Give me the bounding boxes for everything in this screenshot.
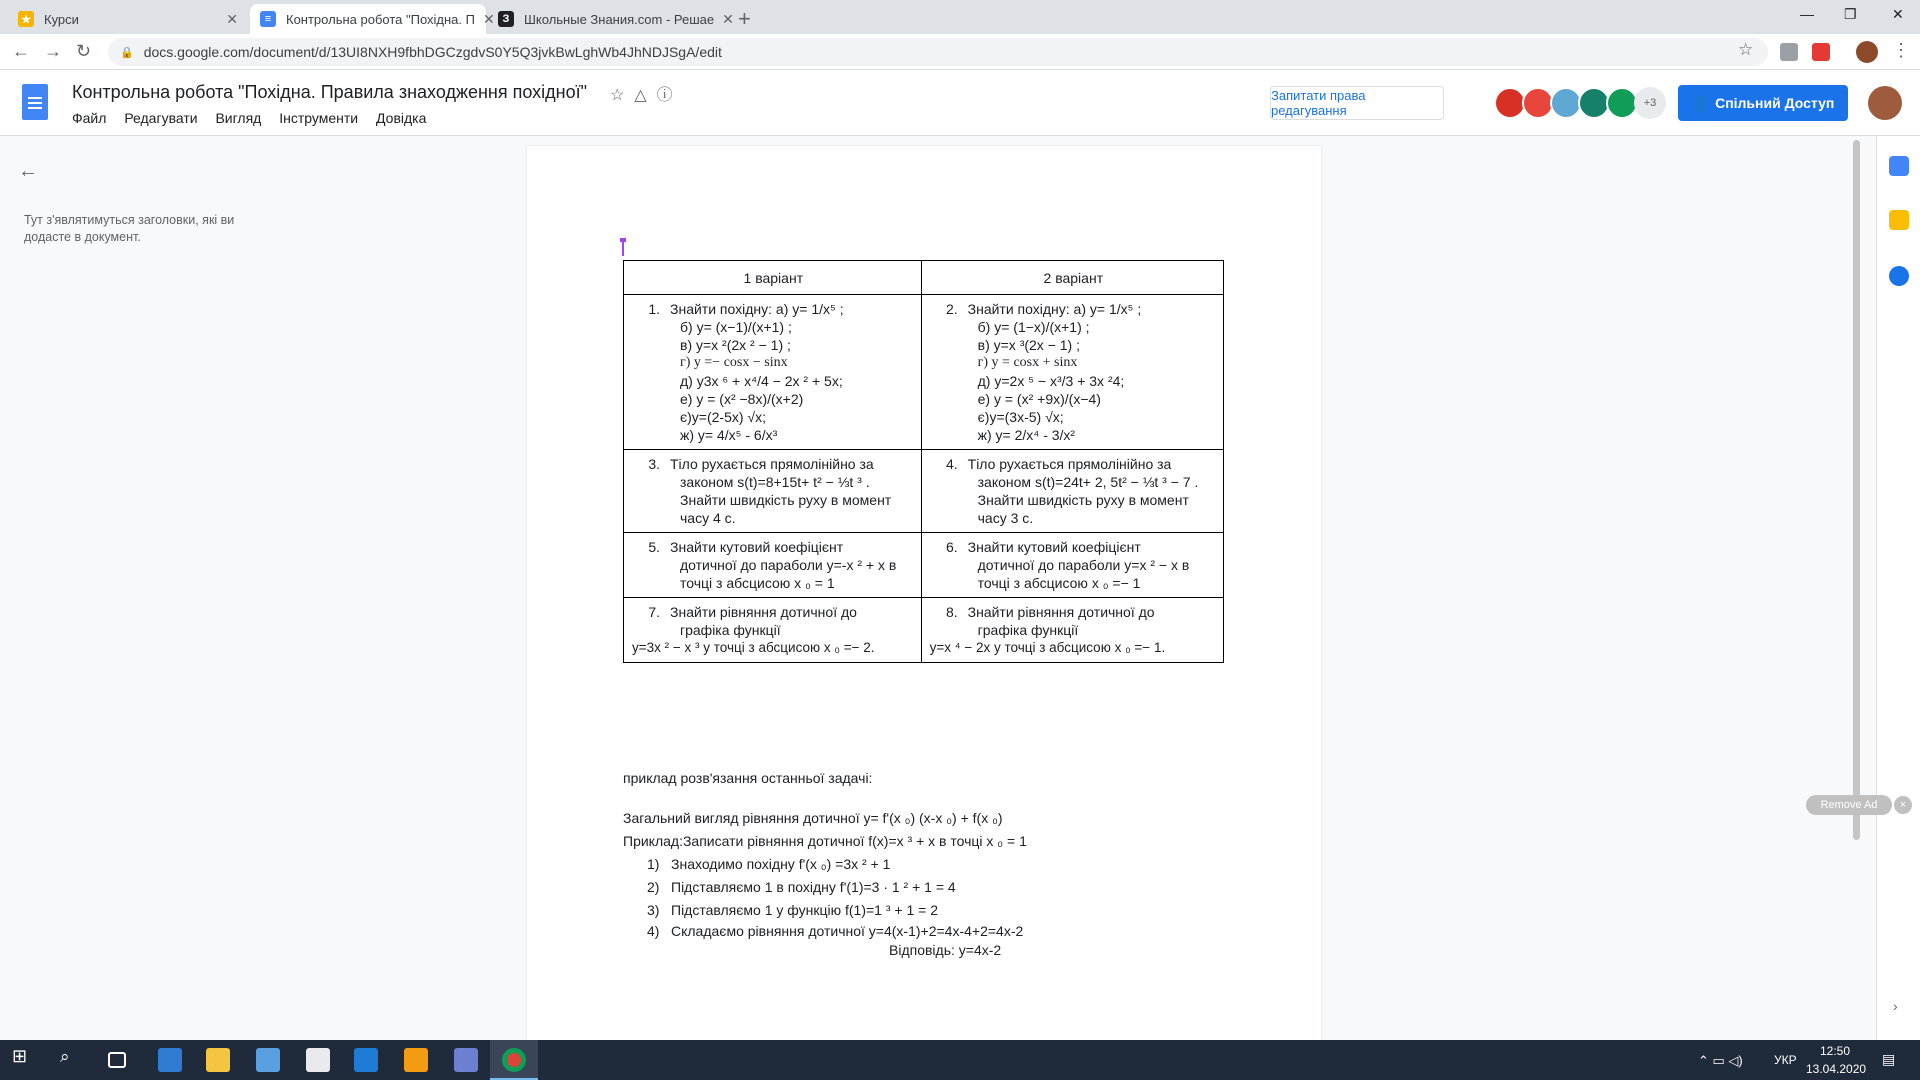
close-ad-icon[interactable]: × xyxy=(1894,796,1912,814)
profile-avatar[interactable] xyxy=(1856,41,1878,63)
task-cell-7: 7. Знайти рівняння дотичної до графіка функції y=3x ² − x ³ у точці з абсцисою x ₀ =− 2. xyxy=(624,598,922,663)
tasks-icon[interactable] xyxy=(1889,266,1909,286)
chrome-icon xyxy=(502,1048,526,1072)
task-cell-3: 3. Тіло рухається прямолінійно за законом s(t)=8+15t+ t² − ⅓t ³ . Знайти швидкість руху в момент часу 4 с. xyxy=(624,450,922,533)
znania-icon: З xyxy=(498,11,514,27)
task-cell-8: 8. Знайти рівняння дотичної до графіка функції y=x ⁴ − 2x у точці з абсцисою x ₀ =− 1. xyxy=(921,598,1223,663)
table-header-row xyxy=(624,261,1224,295)
task-cell-4: 4. Тіло рухається прямолінійно за законом s(t)=24t+ 2, 5t² − ⅓t ³ − 7 . Знайти швидкість руху в момент часу 3 с. xyxy=(921,450,1223,533)
close-icon[interactable]: ✕ xyxy=(226,10,238,27)
document-page[interactable] xyxy=(527,146,1321,1040)
collaborator-cursor xyxy=(622,240,624,256)
extension-icon[interactable] xyxy=(1812,43,1830,61)
menu-help[interactable]: Довідка xyxy=(376,110,427,126)
discord-icon[interactable] xyxy=(454,1048,478,1072)
outline-placeholder: Тут з'являтимуться заголовки, які ви додасте в документ. xyxy=(24,213,235,244)
person-icon: 👤 xyxy=(1691,94,1710,111)
scrollbar-thumb[interactable] xyxy=(1853,140,1860,840)
task-cell-5: 5. Знайти кутовий коефіцієнт дотичної до параболи y=-x ² + x в точці з абсцисою x ₀ = 1 xyxy=(624,533,922,598)
close-window-icon[interactable]: ✕ xyxy=(1892,6,1904,22)
task-view-icon[interactable] xyxy=(108,1052,126,1068)
new-tab-button[interactable]: + xyxy=(738,6,751,31)
list-item: 2) Підставляємо 1 в похідну f'(1)=3 · 1 ² + 1 = 4 xyxy=(647,879,956,895)
list-item: 4) Складаємо рівняння дотичної y=4(x-1)+2=4x-4+2=4x-2 xyxy=(647,923,1024,939)
tab-document[interactable]: ≡ Контрольна робота "Похідна. П ✕ xyxy=(250,4,486,34)
close-icon[interactable]: ✕ xyxy=(722,10,734,27)
docs-logo-icon[interactable] xyxy=(22,84,48,120)
file-explorer-icon[interactable] xyxy=(206,1048,230,1072)
example-intro: приклад розв'язання останньої задачі: xyxy=(623,770,873,786)
list-item: 3) Підставляємо 1 у функцію f(1)=1 ³ + 1 = 2 xyxy=(647,902,938,918)
table-row xyxy=(624,450,1224,533)
share-button[interactable]: 👤 Спільний Доступ xyxy=(1678,85,1848,121)
clock-date[interactable]: 13.04.2020 xyxy=(1806,1062,1867,1076)
header-variant-1: 1 варіант xyxy=(624,261,922,295)
restore-icon[interactable]: ❐ xyxy=(1844,6,1857,22)
windows-taskbar xyxy=(0,1040,1920,1080)
expand-panel-icon[interactable]: › xyxy=(1893,998,1898,1014)
kebab-menu-icon[interactable]: ⋮ xyxy=(1892,40,1910,60)
general-tangent-formula: Загальний вигляд рівняння дотичної y= f'(x ₀) (x-x ₀) + f(x ₀) xyxy=(623,810,1003,826)
tasks-table xyxy=(623,260,1224,663)
back-arrow-icon[interactable]: ← xyxy=(18,160,38,182)
example-task: Приклад:Записати рівняння дотичної f(x)=x ³ + x в точці x ₀ = 1 xyxy=(623,833,1027,849)
side-panel xyxy=(1876,136,1920,1040)
task-cell-2: 2. Знайти похідну: а) y= 1/x⁵ ; б) y= (1−x)/(x+1) ; в) y=x ³(2x − 1) ; г) y = cosx + sinx д) y=2x ⁵ − x³/3 + 3x ²4; е) y = (x² +9x)/(x−4) є)y=(3x-5) √x; ж) y= 2/x⁴ - 3/x² xyxy=(921,295,1223,450)
url-text: docs.google.com/document/d/13UI8NXH9fbhDGCzgdvS0Y5Q3jvkBwLghWb4JhNDJSgA/edit xyxy=(143,44,722,60)
star-icon[interactable]: ☆ xyxy=(610,87,635,104)
mail-icon[interactable] xyxy=(354,1048,378,1072)
calendar-icon[interactable] xyxy=(1889,156,1909,176)
request-edit-button[interactable]: Запитати права редагування xyxy=(1270,86,1444,120)
answer-text: Відповідь: y=4x-2 xyxy=(889,942,1002,958)
header-variant-2: 2 варіант xyxy=(921,261,1223,295)
menu-edit[interactable]: Редагувати xyxy=(124,110,198,126)
list-item: 1) Знаходимо похідну f'(x ₀) =3x ² + 1 xyxy=(647,856,891,872)
task-cell-6: 6. Знайти кутовий коефіцієнт дотичної до параболи y=x ² − x в точці з абсцисою x ₀ =− 1 xyxy=(921,533,1223,598)
tab-znania[interactable]: З Школьные Знания.com - Решае ✕ xyxy=(488,4,724,34)
docs-header xyxy=(0,70,1920,136)
extension-icon[interactable] xyxy=(1780,43,1798,61)
document-scrollbar[interactable] xyxy=(1852,136,1862,846)
reload-icon[interactable]: ↻ xyxy=(76,41,92,61)
clock-time[interactable]: 12:50 xyxy=(1820,1044,1851,1058)
menu-file[interactable]: Файл xyxy=(72,110,107,126)
document-outline xyxy=(0,136,260,1040)
menu-view[interactable]: Вигляд xyxy=(215,110,262,126)
user-avatar[interactable] xyxy=(1868,86,1902,120)
app-icon[interactable] xyxy=(158,1048,182,1072)
table-row xyxy=(624,598,1224,663)
chrome-taskbar-button[interactable] xyxy=(490,1040,538,1080)
vlc-icon[interactable] xyxy=(404,1048,428,1072)
back-icon[interactable]: ← xyxy=(12,41,30,61)
document-app-icon[interactable] xyxy=(306,1048,330,1072)
tray-icons[interactable]: ⌃ ▭ ◁) xyxy=(1698,1053,1743,1068)
language-indicator[interactable]: УКР xyxy=(1774,1053,1797,1067)
search-icon[interactable]: ⌕ xyxy=(60,1047,70,1066)
menu-tools[interactable]: Інструменти xyxy=(279,110,359,126)
classroom-icon: ★ xyxy=(18,11,34,27)
browser-toolbar xyxy=(0,34,1920,70)
keep-icon[interactable] xyxy=(1889,210,1909,230)
menu-bar xyxy=(72,110,440,126)
address-bar[interactable] xyxy=(108,38,1768,66)
forward-icon[interactable]: → xyxy=(44,41,62,61)
browser-tab-strip xyxy=(0,0,1920,34)
notifications-icon[interactable]: ▤ xyxy=(1882,1051,1896,1067)
windows-start-icon[interactable]: ⊞ xyxy=(12,1046,28,1066)
remove-ad-button[interactable]: Remove Ad xyxy=(1806,795,1892,815)
tab-courses[interactable]: ★ Курси ✕ xyxy=(8,4,248,34)
info-icon[interactable]: ⓘ xyxy=(656,87,683,104)
store-icon[interactable] xyxy=(256,1048,280,1072)
drive-icon[interactable]: △ xyxy=(634,87,657,104)
bookmark-star-icon[interactable]: ☆ xyxy=(1738,40,1754,59)
close-icon[interactable]: ✕ xyxy=(482,10,495,27)
task-cell-1: 1. Знайти похідну: а) y= 1/x⁵ ; б) y= (x−1)/(x+1) ; в) y=x ²(2x ² − 1) ; г) y =− cosx − sinx д) y3x ⁶ + x⁴/4 − 2x ² + 5x; е) y = (x² −8x)/(x+2) є)y=(2-5x) √x; ж) y= 4/x⁵ - 6/x³ xyxy=(624,295,922,450)
table-row xyxy=(624,295,1224,450)
more-collaborators-badge[interactable]: +3 xyxy=(1634,87,1666,119)
minimize-icon[interactable]: — xyxy=(1800,6,1814,22)
lock-icon: 🔒 xyxy=(120,46,134,59)
table-row xyxy=(624,533,1224,598)
document-title[interactable]: Контрольна робота "Похідна. Правила знаходження похідної" xyxy=(72,82,588,102)
title-actions xyxy=(610,82,683,105)
docs-icon: ≡ xyxy=(260,11,276,27)
